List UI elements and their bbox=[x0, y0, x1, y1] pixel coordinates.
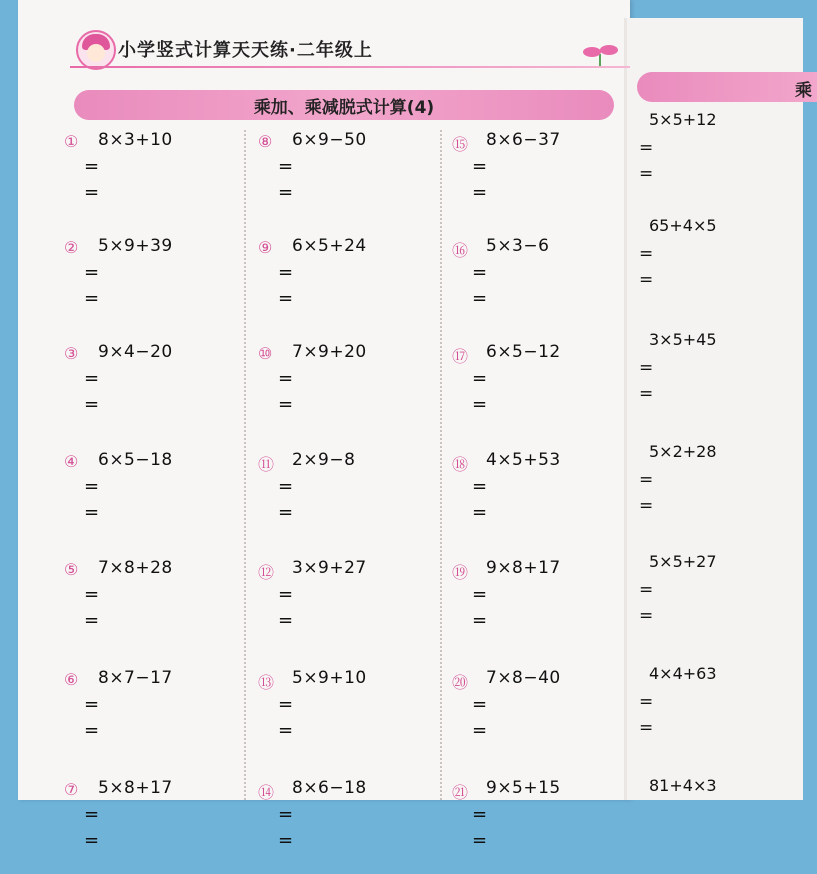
problem-number: ⑱ bbox=[452, 455, 469, 474]
equals-line[interactable]: = bbox=[472, 262, 488, 283]
equals-line[interactable]: = bbox=[278, 694, 294, 715]
problem-expression: 8×6−18 bbox=[292, 778, 367, 798]
column-divider bbox=[244, 130, 246, 800]
equals-line[interactable]: = bbox=[472, 502, 488, 523]
problem-item bbox=[64, 554, 244, 654]
equals-line[interactable]: = bbox=[639, 470, 654, 490]
equals-line[interactable]: = bbox=[639, 138, 654, 158]
equals-line[interactable]: = bbox=[472, 394, 488, 415]
problem-expression: 5×8+17 bbox=[98, 778, 173, 798]
equals-line[interactable]: = bbox=[278, 830, 294, 851]
equals-line[interactable]: = bbox=[278, 182, 294, 203]
problem-number: ⑤ bbox=[64, 560, 79, 579]
problem-expression: 9×5+15 bbox=[486, 778, 561, 798]
problem-expression: 5×9+39 bbox=[98, 236, 173, 256]
problem-expression: 4×4+63 bbox=[649, 664, 717, 683]
problem-expression: 6×5−18 bbox=[98, 450, 173, 470]
equals-line[interactable]: = bbox=[639, 692, 654, 712]
problem-item bbox=[452, 446, 632, 546]
equals-line[interactable]: = bbox=[639, 384, 654, 404]
problem-expression: 9×4−20 bbox=[98, 342, 173, 362]
problem-expression: 9×8+17 bbox=[486, 558, 561, 578]
problem-item bbox=[258, 664, 438, 764]
sprout-icon bbox=[580, 42, 620, 68]
equals-line[interactable]: = bbox=[472, 156, 488, 177]
girl-avatar-icon bbox=[76, 30, 116, 70]
problem-number: ㉑ bbox=[452, 783, 469, 802]
problem-number: ⑲ bbox=[452, 563, 469, 582]
problem-item bbox=[258, 232, 438, 332]
equals-line[interactable]: = bbox=[84, 502, 100, 523]
problem-item bbox=[452, 126, 632, 226]
problem-number: ⑨ bbox=[258, 238, 273, 257]
problem-item bbox=[258, 774, 438, 874]
equals-line[interactable]: = bbox=[472, 804, 488, 825]
problem-item bbox=[64, 446, 244, 546]
section-title: 乘加、乘减脱式计算(4) bbox=[253, 98, 435, 118]
equals-line[interactable]: = bbox=[278, 610, 294, 631]
equals-line[interactable]: = bbox=[84, 262, 100, 283]
equals-line[interactable]: = bbox=[472, 720, 488, 741]
problem-expression: 8×6−37 bbox=[486, 130, 561, 150]
problem-expression: 8×7−17 bbox=[98, 668, 173, 688]
problem-expression: 6×9−50 bbox=[292, 130, 367, 150]
problem-expression: 3×9+27 bbox=[292, 558, 367, 578]
problem-number: ⑥ bbox=[64, 670, 79, 689]
problem-expression: 7×8−40 bbox=[486, 668, 561, 688]
problem-number: ③ bbox=[64, 344, 79, 363]
equals-line[interactable]: = bbox=[84, 288, 100, 309]
equals-line[interactable]: = bbox=[472, 182, 488, 203]
equals-line[interactable]: = bbox=[84, 182, 100, 203]
equals-line[interactable]: = bbox=[84, 584, 100, 605]
problem-item bbox=[64, 232, 244, 332]
problem-item bbox=[452, 554, 632, 654]
problem-item bbox=[64, 774, 244, 874]
problem-expression: 81+4×3 bbox=[649, 776, 717, 795]
problem-item bbox=[258, 126, 438, 226]
problem-expression: 3×5+45 bbox=[649, 330, 717, 349]
equals-line[interactable]: = bbox=[472, 830, 488, 851]
column-divider bbox=[440, 130, 442, 800]
problem-item bbox=[64, 126, 244, 226]
problem-expression: 5×5+12 bbox=[649, 110, 717, 129]
equals-line[interactable]: = bbox=[84, 610, 100, 631]
equals-line[interactable]: = bbox=[639, 496, 654, 516]
problem-number: ⑦ bbox=[64, 780, 79, 799]
equals-line[interactable]: = bbox=[278, 584, 294, 605]
equals-line[interactable]: = bbox=[278, 368, 294, 389]
equals-line[interactable]: = bbox=[639, 718, 654, 738]
equals-line[interactable]: = bbox=[278, 156, 294, 177]
equals-line[interactable]: = bbox=[472, 584, 488, 605]
equals-line[interactable]: = bbox=[84, 394, 100, 415]
equals-line[interactable]: = bbox=[84, 804, 100, 825]
problem-number: ⑪ bbox=[258, 455, 275, 474]
book-title: 小学竖式计算天天练·二年级上 bbox=[118, 40, 373, 61]
problem-item bbox=[258, 446, 438, 546]
problem-expression: 7×8+28 bbox=[98, 558, 173, 578]
problem-expression: 6×5−12 bbox=[486, 342, 561, 362]
problem-item bbox=[258, 338, 438, 438]
equals-line[interactable]: = bbox=[639, 164, 654, 184]
problem-number: ⑧ bbox=[258, 132, 273, 151]
problem-expression: 5×5+27 bbox=[649, 552, 717, 571]
problem-expression: 2×9−8 bbox=[292, 450, 356, 470]
problem-number: ④ bbox=[64, 452, 79, 471]
problem-number: ⑩ bbox=[258, 344, 273, 363]
equals-line[interactable]: = bbox=[278, 502, 294, 523]
problem-item bbox=[452, 774, 632, 874]
right-banner-title: 乘 bbox=[795, 81, 812, 101]
problem-number: ⑳ bbox=[452, 673, 469, 692]
equals-line[interactable]: = bbox=[84, 830, 100, 851]
problem-item bbox=[452, 232, 632, 332]
problem-expression: 65+4×5 bbox=[649, 216, 717, 235]
equals-line[interactable]: = bbox=[639, 270, 654, 290]
equals-line[interactable]: = bbox=[639, 580, 654, 600]
equals-line[interactable]: = bbox=[278, 804, 294, 825]
equals-line[interactable]: = bbox=[278, 720, 294, 741]
equals-line[interactable]: = bbox=[84, 156, 100, 177]
problem-number: ⑯ bbox=[452, 241, 469, 260]
problem-number: ⑫ bbox=[258, 563, 275, 582]
problem-item bbox=[64, 664, 244, 764]
problem-item bbox=[452, 338, 632, 438]
worksheet-page-right bbox=[624, 18, 812, 800]
equals-line[interactable]: = bbox=[472, 694, 488, 715]
equals-line[interactable]: = bbox=[84, 476, 100, 497]
header-rule bbox=[70, 66, 630, 68]
problem-expression: 6×5+24 bbox=[292, 236, 367, 256]
equals-line[interactable]: = bbox=[639, 606, 654, 626]
equals-line[interactable]: = bbox=[472, 610, 488, 631]
equals-line[interactable]: = bbox=[278, 262, 294, 283]
equals-line[interactable]: = bbox=[472, 288, 488, 309]
equals-line[interactable]: = bbox=[472, 476, 488, 497]
problem-number: ① bbox=[64, 132, 79, 151]
equals-line[interactable]: = bbox=[278, 394, 294, 415]
equals-line[interactable]: = bbox=[472, 368, 488, 389]
problem-number: ⑮ bbox=[452, 135, 469, 154]
equals-line[interactable]: = bbox=[278, 288, 294, 309]
equals-line[interactable]: = bbox=[84, 368, 100, 389]
problem-expression: 4×5+53 bbox=[486, 450, 561, 470]
problem-item bbox=[452, 664, 632, 764]
problem-number: ⑰ bbox=[452, 347, 469, 366]
equals-line[interactable]: = bbox=[639, 244, 654, 264]
section-banner bbox=[74, 90, 614, 120]
problem-expression: 5×2+28 bbox=[649, 442, 717, 461]
problem-number: ⑬ bbox=[258, 673, 275, 692]
equals-line[interactable]: = bbox=[278, 476, 294, 497]
right-section-banner bbox=[637, 72, 817, 102]
problem-expression: 8×3+10 bbox=[98, 130, 173, 150]
equals-line[interactable]: = bbox=[639, 358, 654, 378]
problem-item bbox=[258, 554, 438, 654]
equals-line[interactable]: = bbox=[84, 694, 100, 715]
problem-expression: 7×9+20 bbox=[292, 342, 367, 362]
equals-line[interactable]: = bbox=[84, 720, 100, 741]
problem-expression: 5×3−6 bbox=[486, 236, 550, 256]
problem-expression: 5×9+10 bbox=[292, 668, 367, 688]
problem-number: ② bbox=[64, 238, 79, 257]
problem-item bbox=[64, 338, 244, 438]
problem-number: ⑭ bbox=[258, 783, 275, 802]
